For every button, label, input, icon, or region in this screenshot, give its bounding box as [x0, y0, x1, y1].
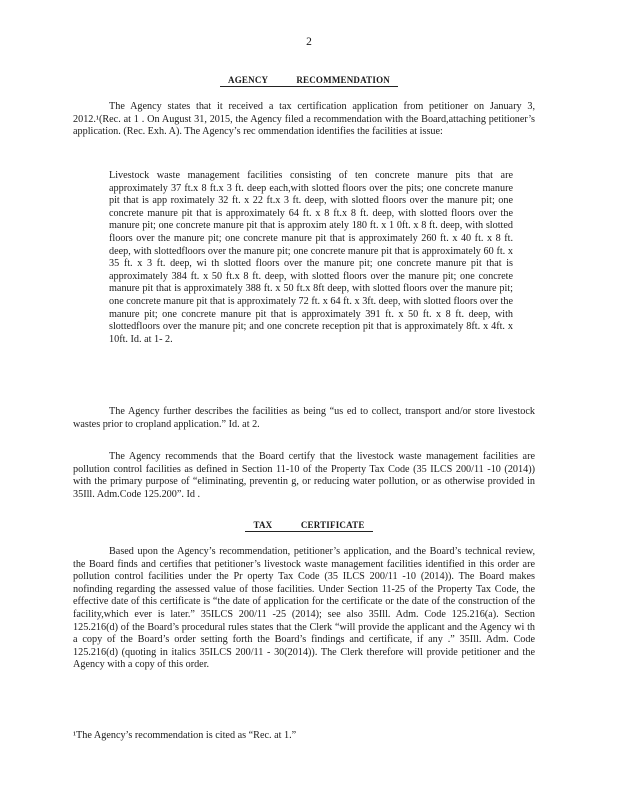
agency-recommends-paragraph: The Agency recommends that the Board certify that the livestock waste management facilities are pollution control facilities as defined in Section 11-10 of the Property Tax Code (35 ILCS 200/11 -10 (2014)) with the primary purpose of “eliminating, preventin g, or reducing water pollution, or as otherwise provided in 35Ill. Adm.Code 125.200”. Id . [73, 451, 535, 500]
facilities-description-paragraph: The Agency further describes the facilities as being “us ed to collect, transport and/or store livestock wastes prior to cropland application.” Id. at 2. [73, 406, 535, 430]
facilities-block-quote: Livestock waste management facilities consisting of ten concrete manure pits that are approximately 37 ft.x 8 ft.x 3 ft. deep each,with slotted floors over the pits; one concrete manure pit that is app roximately 32 ft. x 22 ft.x 3 ft. deep, with slotted floors over the manure pit; one concrete manure pit that is approximately 64 ft. x 8 ft.x 8 ft. deep, with slotted floors over the manure pit; one concrete manure pit that is approxim ately 180 ft. x 1 0ft. x 8 ft. deep, with slotted floors over the manure pit; one concrete manure pit that is approximately 260 ft. x 40 ft. x 8 ft. deep, with slottedfloors over the manure pit; one concrete manure pit that is approximately 60 ft. x 35 ft. x 3 ft. deep, wi th slotted floors over the manure pit; one concrete manure pit that is approximately 384 ft. x 50 ft.x 8 ft. deep, with slotted floors over the manure pit; one concrete manure pit that is approximately 388 ft. x 50 ft.x 8ft deep, with slotted floors over the manure pit; one concrete manure pit that is approximately 72 ft. x 64 ft. x 3ft. deep, with slotted floors over the manure pit; one concrete manure pit that is approximately 391 ft. x 50 ft. x 8 ft. deep, with slottedfloors over the manure pit; and one concrete reception pit that is approximately 8ft. x 4ft. x 10ft. Id. at 1- 2. [109, 170, 513, 345]
agency-statement-paragraph: The Agency states that it received a tax certification application from petitioner on January 3, 2012.¹(Rec. at 1 . On August 31, 2015, the Agency filed a recommendation with the Board,attaching petitioner’s application. (Rec. Exh. A). The Agency’s rec ommendation identifies the facilities at issue: [73, 101, 535, 138]
footnote: ¹The Agency’s recommendation is cited as “Rec. at 1.” [73, 730, 297, 741]
tax-certificate-heading-text: TAX CERTIFICATE [245, 520, 372, 532]
tax-certificate-heading [0, 520, 618, 530]
page-number: 2 [306, 36, 312, 48]
agency-recommendation-heading [0, 75, 618, 85]
tax-certificate-paragraph: Based upon the Agency’s recommendation, petitioner’s application, and the Board’s technical review, the Board finds and certifies that petitioner’s livestock waste management facilities identified in this order are pollution control facilities under the Pr operty Tax Code (35 ILCS 200/11 -10 (2014)). The Board makes nofinding regarding the assessed value of those facilities. Under Section 11-25 of the Property Tax Code, the effective date of this certificate is “the date of application for the certificate or the date of the construction of the facility,which ever is later.” 35ILCS 200/11 -25 (2014); see also 35Ill. Adm. Code 125.216(a). Section 125.216(d) of the Board’s procedural rules states that the Clerk “will provide the applicant and the Agency wi th a copy of the Board’s order setting forth the Board’s findings and certificate, if any .” 35Ill. Adm. Code 125.216(d) (quoting in italics 35ILCS 200/11 - 30(2014)). The Clerk therefore will provide petitioner and the Agency with a copy of this order. [73, 546, 535, 671]
agency-recommendation-heading-text: AGENCY RECOMMENDATION [220, 75, 398, 87]
